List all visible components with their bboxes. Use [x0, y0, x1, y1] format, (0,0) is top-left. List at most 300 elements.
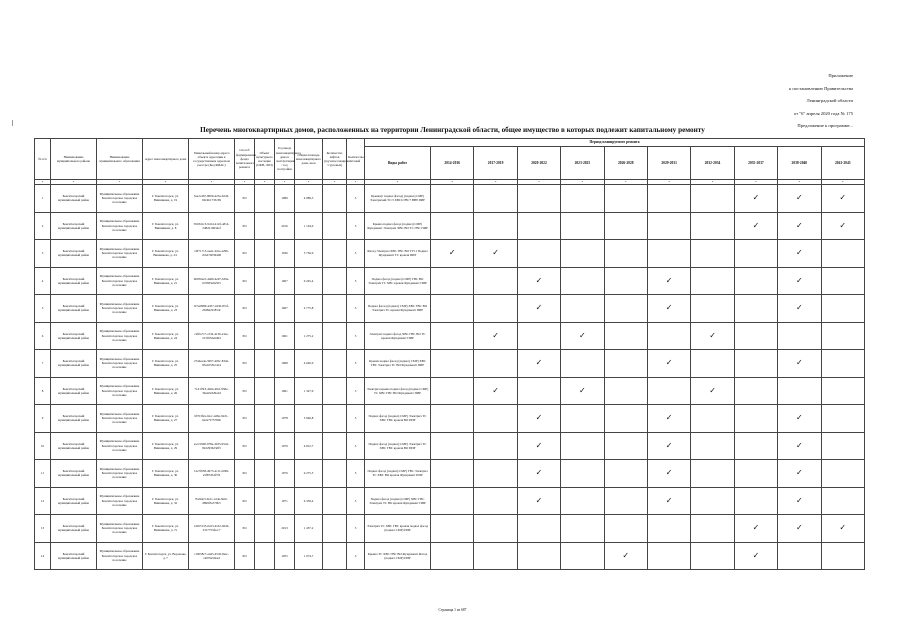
cell-settlement: Муниципальное образование Бокситогорское городское поселение	[97, 432, 143, 460]
header-period-cell: 2032-2034	[691, 147, 734, 180]
cell-period	[778, 515, 821, 543]
cell-period	[474, 212, 517, 240]
cell-period	[604, 405, 647, 433]
cell-period	[604, 295, 647, 323]
cell-period	[821, 240, 864, 268]
check-mark-icon: ✓	[795, 495, 803, 505]
check-mark-icon: ✓	[535, 440, 543, 450]
cell-period	[517, 432, 560, 460]
cell-year: 1979	[275, 432, 295, 460]
check-mark-icon: ✓	[795, 275, 803, 285]
cell-num: 7	[35, 350, 51, 378]
cell-settlement: Муниципальное образование Бокситогорское городское поселение	[97, 377, 143, 405]
cell-period	[474, 185, 517, 213]
header-period-cell: 2038-2040	[778, 147, 821, 180]
cell-period	[778, 487, 821, 515]
cell-period	[561, 405, 604, 433]
cell-year: 1976	[275, 460, 295, 488]
cell-district: Бокситогорский муниципальный район	[51, 542, 97, 570]
check-mark-icon: ✓	[535, 303, 543, 313]
check-mark-icon: ✓	[795, 220, 803, 230]
cell-area: 1 457,2	[295, 515, 323, 543]
header-district: Наименование муниципального района	[51, 139, 97, 180]
header-fund: Способ формирования фонда капитального ремонта	[235, 139, 255, 180]
star-cell: *	[517, 180, 560, 185]
cell-area: 1 275,2	[295, 322, 323, 350]
cell-year: 1967	[275, 295, 295, 323]
cell-district: Бокситогорский муниципальный район	[51, 432, 97, 460]
cell-address: Г. Бокситогорск, ул. Вишнякова, д. 8	[143, 212, 189, 240]
cell-fias: 0f7b3f2a-0acc-4d9e-9221-6a2a727578db	[189, 405, 235, 433]
cell-period	[604, 322, 647, 350]
cell-period	[821, 432, 864, 460]
cell-period	[474, 487, 517, 515]
cell-fund: РО	[235, 487, 255, 515]
cell-period	[604, 267, 647, 295]
cell-lifts	[323, 322, 347, 350]
approval-line: к постановлению Правительства	[789, 85, 853, 91]
cell-num: 8	[35, 377, 51, 405]
cell-period	[647, 487, 690, 515]
cell-fund: РО	[235, 322, 255, 350]
cell-lifts	[323, 212, 347, 240]
cell-period	[431, 322, 474, 350]
star-cell: *	[431, 180, 474, 185]
cell-period	[647, 515, 690, 543]
housing-register-table	[34, 138, 865, 570]
header-address: Адрес многоквартирного дома	[143, 139, 189, 180]
check-mark-icon: ✓	[795, 303, 803, 313]
cell-heritage	[255, 487, 275, 515]
cell-floors: 3	[347, 322, 365, 350]
cell-settlement: Муниципальное образование Бокситогорское городское поселение	[97, 460, 143, 488]
star-cell: *	[51, 180, 97, 185]
cell-floors: 5	[347, 432, 365, 460]
cell-period	[517, 460, 560, 488]
cell-period	[517, 515, 560, 543]
cell-period	[734, 212, 777, 240]
check-mark-icon: ✓	[795, 248, 803, 258]
cell-period	[647, 185, 690, 213]
star-cell: *	[691, 180, 734, 185]
cell-address: Г. Бокситогорск, ул. Вишнякова, д. 29	[143, 432, 189, 460]
cell-period	[647, 212, 690, 240]
cell-period	[691, 295, 734, 323]
cell-address: Г. Бокситогорск, ул. Вишнякова, д. 25	[143, 350, 189, 378]
cell-period	[821, 185, 864, 213]
cell-period	[561, 240, 604, 268]
cell-lifts	[323, 487, 347, 515]
cell-fias: 5918d1c3-9d1d-4122-a814-2d82219634ef	[189, 212, 235, 240]
table-row	[35, 350, 865, 378]
star-cell: *	[323, 180, 347, 185]
cell-period	[778, 350, 821, 378]
cell-period	[561, 322, 604, 350]
cell-settlement: Муниципальное образование Бокситогорское городское поселение	[97, 295, 143, 323]
cell-fias: c2f0a7c7-c234-4136-a3ae-215f95de6d9d	[189, 322, 235, 350]
star-cell: *	[295, 180, 323, 185]
cell-lifts	[323, 405, 347, 433]
cell-period	[561, 515, 604, 543]
cell-district: Бокситогорский муниципальный район	[51, 322, 97, 350]
star-cell: *	[734, 180, 777, 185]
cell-period	[691, 350, 734, 378]
cell-area: 6 275,5	[295, 460, 323, 488]
check-mark-icon: ✓	[579, 330, 586, 340]
check-mark-icon: ✓	[839, 523, 847, 533]
cell-fund: РО	[235, 515, 255, 543]
cell-period	[431, 405, 474, 433]
cell-period	[474, 377, 517, 405]
cell-period	[734, 240, 777, 268]
star-cell: *	[561, 180, 604, 185]
cell-period	[821, 267, 864, 295]
cell-district: Бокситогорский муниципальный район	[51, 377, 97, 405]
cell-period	[517, 185, 560, 213]
cell-num: 5	[35, 295, 51, 323]
header-heritage: Объект культурного наследия (ОКН, ЛОЗ)	[255, 139, 275, 180]
check-mark-icon: ✓	[795, 358, 803, 368]
cell-period	[431, 267, 474, 295]
star-cell: *	[97, 180, 143, 185]
cell-num: 11	[35, 460, 51, 488]
cell-period	[604, 212, 647, 240]
cell-lifts	[323, 460, 347, 488]
cell-address: Г. Бокситогорск, ул. Вишнякова, д. 2/1	[143, 240, 189, 268]
cell-period	[778, 432, 821, 460]
cell-address: Г. Бокситогорск, ул. Вишнякова, д. 27	[143, 405, 189, 433]
cell-period	[691, 240, 734, 268]
cell-period	[647, 350, 690, 378]
table-row	[35, 267, 865, 295]
cell-fund: РО	[235, 460, 255, 488]
cell-period	[647, 542, 690, 570]
cell-period	[821, 212, 864, 240]
cell-period	[691, 432, 734, 460]
cell-period	[734, 460, 777, 488]
table-row	[35, 240, 865, 268]
cell-address: Г. Бокситогорск, ул. Вишнякова, д. 32	[143, 487, 189, 515]
cell-period	[604, 487, 647, 515]
cell-period	[778, 240, 821, 268]
header-period: Период планируемого ремонта	[365, 139, 865, 147]
star-cell: *	[189, 180, 235, 185]
cell-floors: 3	[347, 542, 365, 570]
cell-floors: 5	[347, 240, 365, 268]
cell-period	[561, 460, 604, 488]
cell-period	[517, 542, 560, 570]
header-period-cell: 2017-2019	[474, 147, 517, 180]
cell-area: 4 775,8	[295, 295, 323, 323]
cell-period	[734, 295, 777, 323]
table-row	[35, 212, 865, 240]
header-settlement: Наименование муниципального образования	[97, 139, 143, 180]
check-mark-icon: ✓	[752, 523, 760, 533]
cell-period	[517, 267, 560, 295]
cell-floors: 3	[347, 515, 365, 543]
approval-block	[693, 70, 853, 133]
cell-period	[647, 460, 690, 488]
cell-period	[431, 295, 474, 323]
cell-year: 1968	[275, 350, 295, 378]
cell-period	[691, 515, 734, 543]
table-row	[35, 432, 865, 460]
cell-heritage	[255, 542, 275, 570]
header-fias: Уникальный номер адреса объекта адресации в государственном адресном реестре (Код ФИАС)	[189, 139, 235, 180]
cell-settlement: Муниципальное образование Бокситогорское городское поселение	[97, 405, 143, 433]
check-mark-icon: ✓	[795, 523, 803, 533]
cell-floors: 5	[347, 185, 365, 213]
approval-line: Ленинградской области	[806, 98, 853, 104]
cell-year: 1961	[275, 377, 295, 405]
cell-period	[604, 515, 647, 543]
check-mark-icon: ✓	[492, 248, 499, 258]
cell-works: Подвал фасад (подвал) СМР) Электрич ТС ХВС ГВС кровля ВО ПИР	[365, 432, 431, 460]
cell-period	[821, 460, 864, 488]
cell-district: Бокситогорский муниципальный район	[51, 405, 97, 433]
cell-fias: 19f71715-aeeb-4d1e-a299-cbbd7d0394d8	[189, 240, 235, 268]
cell-works: Подвал фасад (подвал) СМР) ГВС ВО Электрич ТС ХВС кровля Фундамент ПИР	[365, 267, 431, 295]
cell-works: Крыша подвал фасад (подвал) СМР) ХВС ГВС Электрич ТС ВО Фундамент ПИР	[365, 350, 431, 378]
cell-works: Подвал фасад (подвал) СМР) ХВС ГВС ВО Электрич ТС кровля Фундамент ПИР	[365, 295, 431, 323]
check-mark-icon: ✓	[535, 495, 543, 505]
cell-period	[517, 405, 560, 433]
cell-fund: РО	[235, 185, 255, 213]
header-works: Виды работ	[365, 147, 431, 180]
cell-fund: РО	[235, 542, 255, 570]
cell-works: Подвал фасад (подвал) СМР) ХВС ГВС Электрич ТС ВО кровля Фундамент ПИР	[365, 487, 431, 515]
cell-period	[517, 377, 560, 405]
header-lifts: Количество лифтов (грузопассажирских / грузовых)	[323, 139, 347, 180]
cell-district: Бокситогорский муниципальный район	[51, 460, 97, 488]
cell-address: Г. Бокситогорск, ул. Воронова, д. 7	[143, 542, 189, 570]
table-row	[35, 185, 865, 213]
cell-floors: 5	[347, 295, 365, 323]
cell-works: Фасад Электрич ХВС ГВС ВО ТУ11 Подвал Фундамент ТС кровля ПИР	[365, 240, 431, 268]
cell-year: 1978	[275, 405, 295, 433]
cell-heritage	[255, 267, 275, 295]
check-mark-icon: ✓	[492, 385, 499, 395]
cell-num: 10	[35, 432, 51, 460]
cell-fias: 27a6ee4e-5907-40bc-83a6-85ad253bcab4	[189, 350, 235, 378]
cell-area: 1 674,7	[295, 542, 323, 570]
cell-lifts	[323, 295, 347, 323]
cell-period	[431, 185, 474, 213]
cell-fund: РО	[235, 377, 255, 405]
star-cell: *	[35, 180, 51, 185]
cell-period	[474, 350, 517, 378]
cell-period	[604, 350, 647, 378]
header-area: Общая площадь многоквартирного дома, кв.м	[295, 139, 323, 180]
star-cell: *	[347, 180, 365, 185]
cell-heritage	[255, 405, 275, 433]
star-cell: *	[235, 180, 255, 185]
cell-lifts	[323, 240, 347, 268]
table-row	[35, 460, 865, 488]
page-footer: Страница 1 из 687	[438, 608, 467, 612]
approval-line: Приложение	[828, 73, 853, 78]
cell-year: 2016	[275, 212, 295, 240]
cell-period	[647, 295, 690, 323]
table-row	[35, 542, 865, 570]
star-cell: *	[778, 180, 821, 185]
cell-period	[604, 542, 647, 570]
table-row	[35, 377, 865, 405]
cell-year: 1989	[275, 185, 295, 213]
cell-period	[474, 432, 517, 460]
cell-period	[778, 377, 821, 405]
cell-fias: 12e7f058-d675-4c11-b099-e5f87d54f7fd	[189, 460, 235, 488]
cell-period	[474, 405, 517, 433]
cell-address: Г. Бокситогорск, ул. Вишнякова, д. 21	[143, 267, 189, 295]
cell-floors: 5	[347, 487, 365, 515]
cell-fias: eacc5900-978a-4b35-9542-822293623df5	[189, 432, 235, 460]
cell-area: 5 756,9	[295, 240, 323, 268]
cell-settlement: Муниципальное образование Бокситогорское городское поселение	[97, 212, 143, 240]
cell-num: 3	[35, 240, 51, 268]
cell-works: Крыша подвал фасад (подвал) СМР) Фундамент Электрич ХВС ВО ТС ГВС ПИР	[365, 212, 431, 240]
cell-settlement: Муниципальное образование Бокситогорское городское поселение	[97, 322, 143, 350]
cell-period	[691, 542, 734, 570]
cell-settlement: Муниципальное образование Бокситогорское городское поселение	[97, 267, 143, 295]
cell-lifts	[323, 377, 347, 405]
cell-heritage	[255, 515, 275, 543]
cell-period	[647, 267, 690, 295]
cell-area: 4 812,7	[295, 432, 323, 460]
header-period-cell: 2029-2031	[647, 147, 690, 180]
cell-period	[691, 487, 734, 515]
cell-period	[431, 240, 474, 268]
star-cell: *	[474, 180, 517, 185]
cell-works: Электрич крыша подвал фасад (подвал СМР) ТС ХВС ГВС ВО Фундамент ПИР	[365, 377, 431, 405]
cell-heritage	[255, 377, 275, 405]
table-row	[35, 515, 865, 543]
cell-works: Подвал фасад (подвал) СМР) Электрич ТС ХВС ГВС кровля ВО ПИР	[365, 405, 431, 433]
cell-period	[604, 377, 647, 405]
cell-period	[517, 322, 560, 350]
check-mark-icon: ✓	[665, 303, 673, 313]
cell-period	[821, 515, 864, 543]
cell-period	[734, 322, 777, 350]
cell-works: Электрич ТС ХВС ГВС кровля подвал фасад (подвал СМР) ПИР	[365, 515, 431, 543]
cell-period	[821, 350, 864, 378]
cell-period	[561, 432, 604, 460]
check-mark-icon: ✓	[665, 275, 673, 285]
check-mark-icon: ✓	[752, 220, 760, 230]
cell-settlement: Муниципальное образование Бокситогорское городское поселение	[97, 542, 143, 570]
header-period-cell: 2014-2016	[431, 147, 474, 180]
cell-period	[604, 432, 647, 460]
cell-district: Бокситогорский муниципальный район	[51, 515, 97, 543]
check-mark-icon: ✓	[709, 330, 716, 340]
cell-period	[561, 487, 604, 515]
cell-period	[561, 212, 604, 240]
cell-period	[691, 460, 734, 488]
cell-period	[778, 542, 821, 570]
cell-period	[474, 515, 517, 543]
cell-fund: РО	[235, 295, 255, 323]
cell-district: Бокситогорский муниципальный район	[51, 212, 97, 240]
check-mark-icon: ✓	[795, 468, 803, 478]
check-mark-icon: ✓	[795, 413, 803, 423]
document-title: Перечень многоквартирных домов, расположенных на территории Ленинградской области, общее имущество в которых подлежит капитальному ремонту	[200, 126, 705, 134]
cell-period	[691, 377, 734, 405]
cell-area: 1 327,9	[295, 377, 323, 405]
cell-district: Бокситогорский муниципальный район	[51, 295, 97, 323]
cell-lifts	[323, 515, 347, 543]
cell-floors: 5	[347, 405, 365, 433]
cell-heritage	[255, 240, 275, 268]
cell-heritage	[255, 350, 275, 378]
table-row	[35, 487, 865, 515]
header-row-1	[35, 139, 865, 147]
check-mark-icon: ✓	[448, 248, 456, 258]
cell-lifts	[323, 432, 347, 460]
cell-period	[474, 460, 517, 488]
check-mark-icon: ✓	[535, 358, 543, 368]
cell-floors: 3	[347, 212, 365, 240]
cell-period	[474, 295, 517, 323]
cell-period	[734, 515, 777, 543]
cell-address: Г. Бокситогорск, ул. Вишнякова, д. 19	[143, 185, 189, 213]
cell-address: Г. Бокситогорск, ул. Вишнякова, д. 7а	[143, 515, 189, 543]
cell-year: 1961	[275, 322, 295, 350]
cell-period	[517, 240, 560, 268]
cell-period	[821, 295, 864, 323]
cell-period	[821, 322, 864, 350]
cell-fias: c19b58c7-a4d5-45d5-8aec-c4079e50ead	[189, 542, 235, 570]
star-cell: *	[821, 180, 864, 185]
header-period-cell: 2041-2043	[821, 147, 864, 180]
cell-fias: 60050ae5-4469-4e97-b39e-0c9583e9a5b5	[189, 267, 235, 295]
check-mark-icon: ✓	[535, 413, 543, 423]
approval-line: Предложение к программе...	[797, 123, 853, 129]
cell-period	[734, 487, 777, 515]
cell-num: 12	[35, 487, 51, 515]
cell-fias: 1dd55135-0a53-4c62-9ddb-3317753fecc7	[189, 515, 235, 543]
cell-address: Г. Бокситогорск, ул. Вишнякова, д. 23	[143, 295, 189, 323]
cell-period	[778, 295, 821, 323]
cell-works: Крыша ТС ХВС ГВС ВО Фундамент Фасад (подвал СМР) ПИР	[365, 542, 431, 570]
cell-area: 6 245,4	[295, 267, 323, 295]
check-mark-icon: ✓	[665, 495, 673, 505]
header-floors: Количество этажей	[347, 139, 365, 180]
cell-period	[474, 267, 517, 295]
cell-address: Г. Бокситогорск, ул. Вишнякова, д. 26	[143, 377, 189, 405]
cell-period	[734, 377, 777, 405]
cell-period	[431, 212, 474, 240]
cell-period	[561, 185, 604, 213]
cell-period	[647, 240, 690, 268]
cell-year: 1936	[275, 240, 295, 268]
cell-fund: РО	[235, 405, 255, 433]
check-mark-icon: ✓	[665, 358, 673, 368]
cell-period	[517, 295, 560, 323]
cell-period	[604, 240, 647, 268]
cell-settlement: Муниципальное образование Бокситогорское городское поселение	[97, 350, 143, 378]
cell-period	[431, 487, 474, 515]
cell-settlement: Муниципальное образование Бокситогорское городское поселение	[97, 185, 143, 213]
star-cell: *	[604, 180, 647, 185]
check-mark-icon: ✓	[622, 550, 630, 560]
cell-period	[561, 267, 604, 295]
check-mark-icon: ✓	[752, 550, 760, 560]
cell-num: 9	[35, 405, 51, 433]
cell-address: Г. Бокситогорск, ул. Вишнякова, д. 24	[143, 322, 189, 350]
cell-period	[691, 212, 734, 240]
check-mark-icon: ✓	[709, 385, 716, 395]
cell-fias: 7be9ab3-9e11-41de-8a0c-d899f5a570b5	[189, 487, 235, 515]
